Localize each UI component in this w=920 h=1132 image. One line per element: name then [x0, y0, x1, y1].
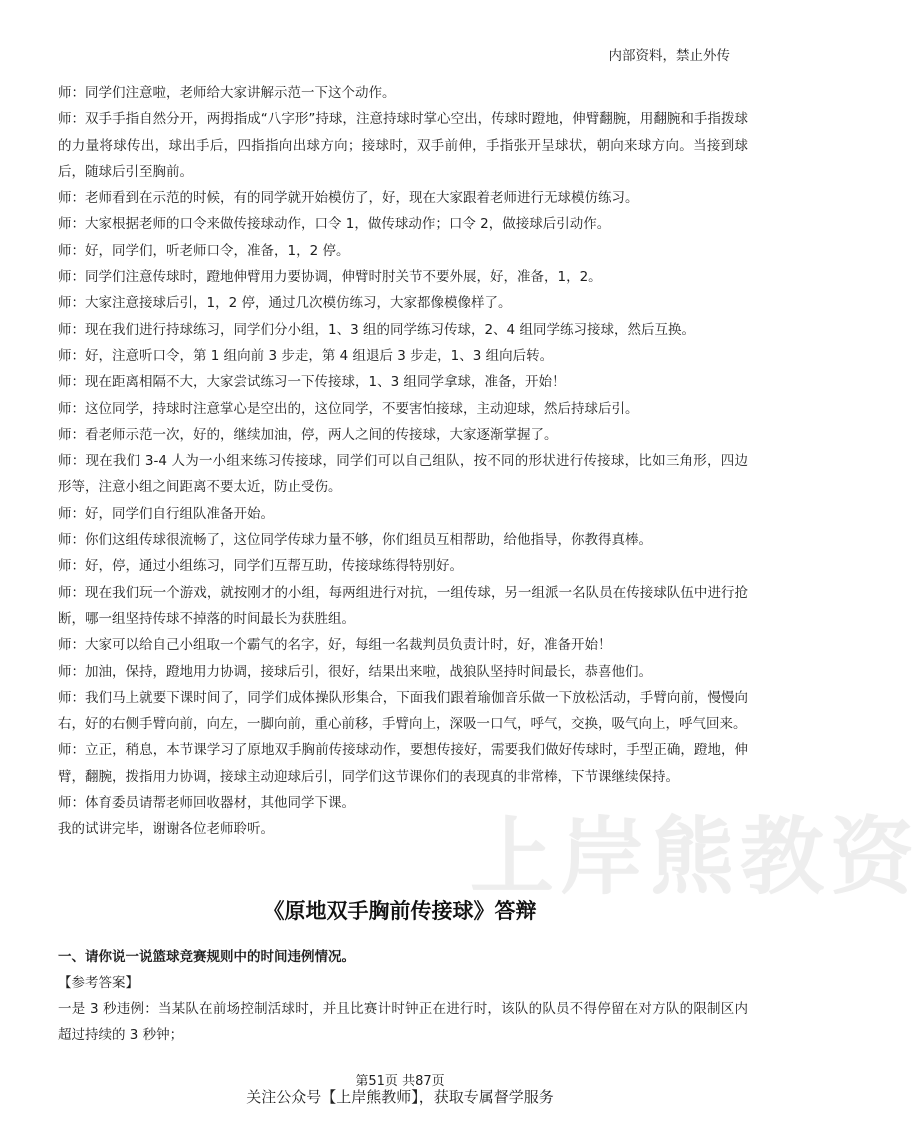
defense-question: 一、请你说一说篮球竞赛规则中的时间违例情况。 [58, 949, 355, 965]
dialogue-line: 师：大家注意接球后引，1，2 停，通过几次模仿练习，大家都像模像样了。 [58, 295, 512, 312]
dialogue-line: 师：好，注意听口令，第 1 组向前 3 步走，第 4 组退后 3 步走，1、3 组向后转。 [58, 347, 554, 364]
dialogue-line: 师：好，停，通过小组练习，同学们互帮互助，传接球练得特别好。 [58, 558, 463, 575]
confidential-note: 内部资料，禁止外传 [608, 48, 730, 64]
page-number: 第51页 共87页 [355, 1074, 445, 1089]
dialogue-line: 师：大家根据老师的口令来做传接球动作，口令 1，做传球动作；口令 2，做接球后引动作。 [58, 216, 611, 233]
footer-promo: 关注公众号【上岸熊教师】，获取专属督学服务 [246, 1088, 554, 1106]
dialogue-line: 师：这位同学，持球时注意掌心是空出的，这位同学，不要害怕接球，主动迎球，然后持球后引。 [58, 400, 639, 417]
dialogue-line: 师：好，同学们，听老师口令，准备，1，2 停。 [58, 242, 350, 259]
dialogue-line: 师：老师看到在示范的时候，有的同学就开始模仿了，好，现在大家跟着老师进行无球模仿练习。 [58, 190, 639, 207]
dialogue-line: 师：我们马上就要下课时间了，同学们成体操队形集合，下面我们跟着瑜伽音乐做一下放松活动，手臂向前，慢慢向右，好的右侧手臂向前，向左，一脚向前，重心前移，手臂向上，深吸一口气，呼气，交换，吸气向上，呼气回来。 [58, 689, 748, 733]
dialogue-line: 师：加油，保持，蹬地用力协调，接球后引，很好，结果出来啦，战狼队坚持时间最长，恭喜他们。 [58, 663, 652, 680]
dialogue-line: 师：立正，稍息，本节课学习了原地双手胸前传接球动作，要想传接好，需要我们做好传球时，手型正确，蹬地，伸臂，翻腕，拨指用力协调，接球主动迎球后引，同学们这节课你们的表现真的非常棒，下节课继续保持。 [58, 742, 748, 785]
defense-title: 《原地双手胸前传接球》答辩 [263, 899, 537, 923]
dialogue-line: 师：大家可以给自己小组取一个霸气的名字，好，每组一名裁判员负责计时，好，准备开始！ [58, 637, 612, 654]
dialogue-line: 师：现在我们进行持球练习，同学们分小组，1、3 组的同学练习传球，2、4 组同学练习接球，然后互换。 [58, 321, 695, 338]
dialogue-line: 师：双手手指自然分开，两拇指成“八字形”持球，注意持球时掌心空出，传球时蹬地，伸臂翻腕，用翻腕和手指拨球的力量将球传出，球出手后，四指指向出球方向；接球时，双手前伸，手指张开呈球状，朝向来球方向。当接到球后，随球后引至胸前。 [58, 111, 748, 180]
reference-answer-label: 【参考答案】 [58, 975, 139, 991]
dialogue-line: 师：现在距离相隔不大，大家尝试练习一下传接球，1、3 组同学拿球，准备，开始！ [58, 374, 566, 391]
dialogue-line: 师：好，同学们自行组队准备开始。 [58, 505, 274, 522]
dialogue-line: 我的试讲完毕，谢谢各位老师聆听。 [58, 821, 274, 838]
dialogue-line: 师：现在我们 3-4 人为一小组来练习传接球，同学们可以自己组队，按不同的形状进行传接球，比如三角形，四边形等，注意小组之间距离不要太近，防止受伤。 [58, 453, 748, 496]
reference-answer-text: 一是 3 秒违例：当某队在前场控制活球时，并且比赛计时钟正在进行时，该队的队员不得停留在对方队的限制区内超过持续的 3 秒钟； [58, 1001, 748, 1043]
dialogue-line: 师：现在我们玩一个游戏，就按刚才的小组，每两组进行对抗，一组传球，另一组派一名队员在传接球队伍中进行抢断，哪一组坚持传球不掉落的时间最长为获胜组。 [58, 584, 748, 627]
dialogue-line: 师：同学们注意传球时，蹬地伸臂用力要协调，伸臂时肘关节不要外展，好，准备，1，2。 [58, 269, 602, 286]
lecture-dialogue [58, 80, 748, 843]
dialogue-line: 师：同学们注意啦，老师给大家讲解示范一下这个动作。 [58, 85, 396, 101]
defense-qa [58, 944, 748, 1048]
dialogue-line: 师：体育委员请帮老师回收器材，其他同学下课。 [58, 795, 355, 812]
watermark-text: 上岸熊教资 [470, 808, 920, 906]
dialogue-line: 师：你们这组传球很流畅了，这位同学传球力量不够，你们组员互相帮助，给他指导，你教得真棒。 [58, 532, 652, 549]
dialogue-line: 师：看老师示范一次，好的，继续加油，停，两人之间的传接球，大家逐渐掌握了。 [58, 426, 558, 443]
